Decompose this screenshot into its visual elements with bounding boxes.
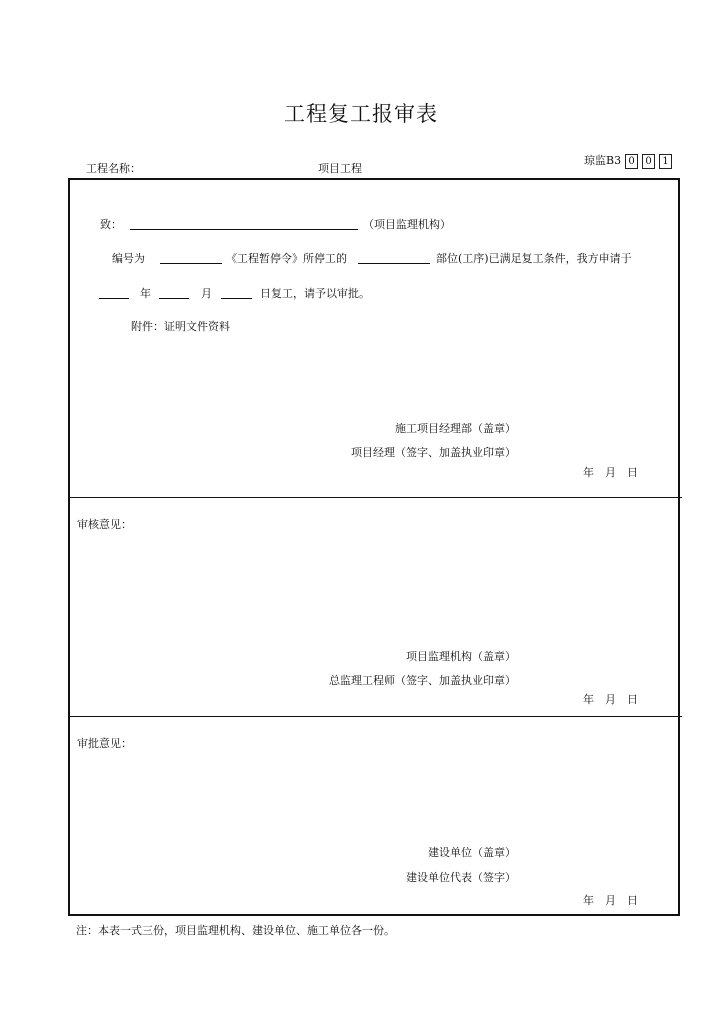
month-label: 月 (201, 287, 212, 300)
supervisor-sign-dept: 项目监理机构（盖章） (406, 650, 516, 663)
section-divider-2 (68, 716, 682, 717)
footnote: 注：本表一式三份，项目监理机构、建设单位、施工单位各一份。 (76, 924, 395, 937)
to-suffix: （项目监理机构） (363, 218, 451, 231)
owner-sign-person: 建设单位代表（签字） (406, 871, 516, 884)
year-label: 年 (140, 287, 151, 300)
owner-sign-date: 年 月 日 (583, 894, 638, 907)
contractor-sign-date: 年 月 日 (583, 466, 638, 479)
form-code (584, 152, 672, 169)
to-blank-field[interactable] (130, 229, 358, 230)
form-code-digit-3: 1 (659, 154, 672, 169)
part-text: 部位(工序)已满足复工条件，我方申请于 (436, 252, 632, 265)
number-prefix: 编号为 (112, 252, 145, 265)
project-name-label: 工程名称： (86, 162, 141, 175)
form-title: 工程复工报审表 (284, 102, 438, 126)
supervisor-sign-person: 总监理工程师（签字、加盖执业印章） (329, 674, 516, 687)
form-frame (68, 178, 680, 916)
review-label: 审核意见： (77, 518, 132, 531)
contractor-sign-person: 项目经理（签字、加盖执业印章） (351, 446, 516, 459)
supervisor-sign-date: 年 月 日 (583, 693, 638, 706)
year-blank-field[interactable] (99, 298, 129, 299)
form-code-digit-1: 0 (625, 154, 638, 169)
form-code-prefix: 琼监B3 (584, 154, 622, 167)
contractor-sign-dept: 施工项目经理部（盖章） (395, 422, 516, 435)
day-blank-field[interactable] (221, 298, 252, 299)
form-code-digit-2: 0 (642, 154, 655, 169)
number-blank-field[interactable] (160, 263, 222, 264)
project-name-value: 项目工程 (318, 162, 362, 175)
day-text: 日复工，请予以审批。 (260, 287, 370, 300)
attachment-text: 附件：证明文件资料 (131, 320, 230, 333)
part-blank-field[interactable] (358, 263, 430, 264)
owner-sign-dept: 建设单位（盖章） (428, 846, 516, 859)
section-divider-1 (68, 497, 682, 498)
to-label: 致： (100, 218, 122, 231)
month-blank-field[interactable] (159, 298, 189, 299)
order-text: 《工程暂停令》所停工的 (226, 252, 347, 265)
approval-label: 审批意见： (77, 737, 132, 750)
